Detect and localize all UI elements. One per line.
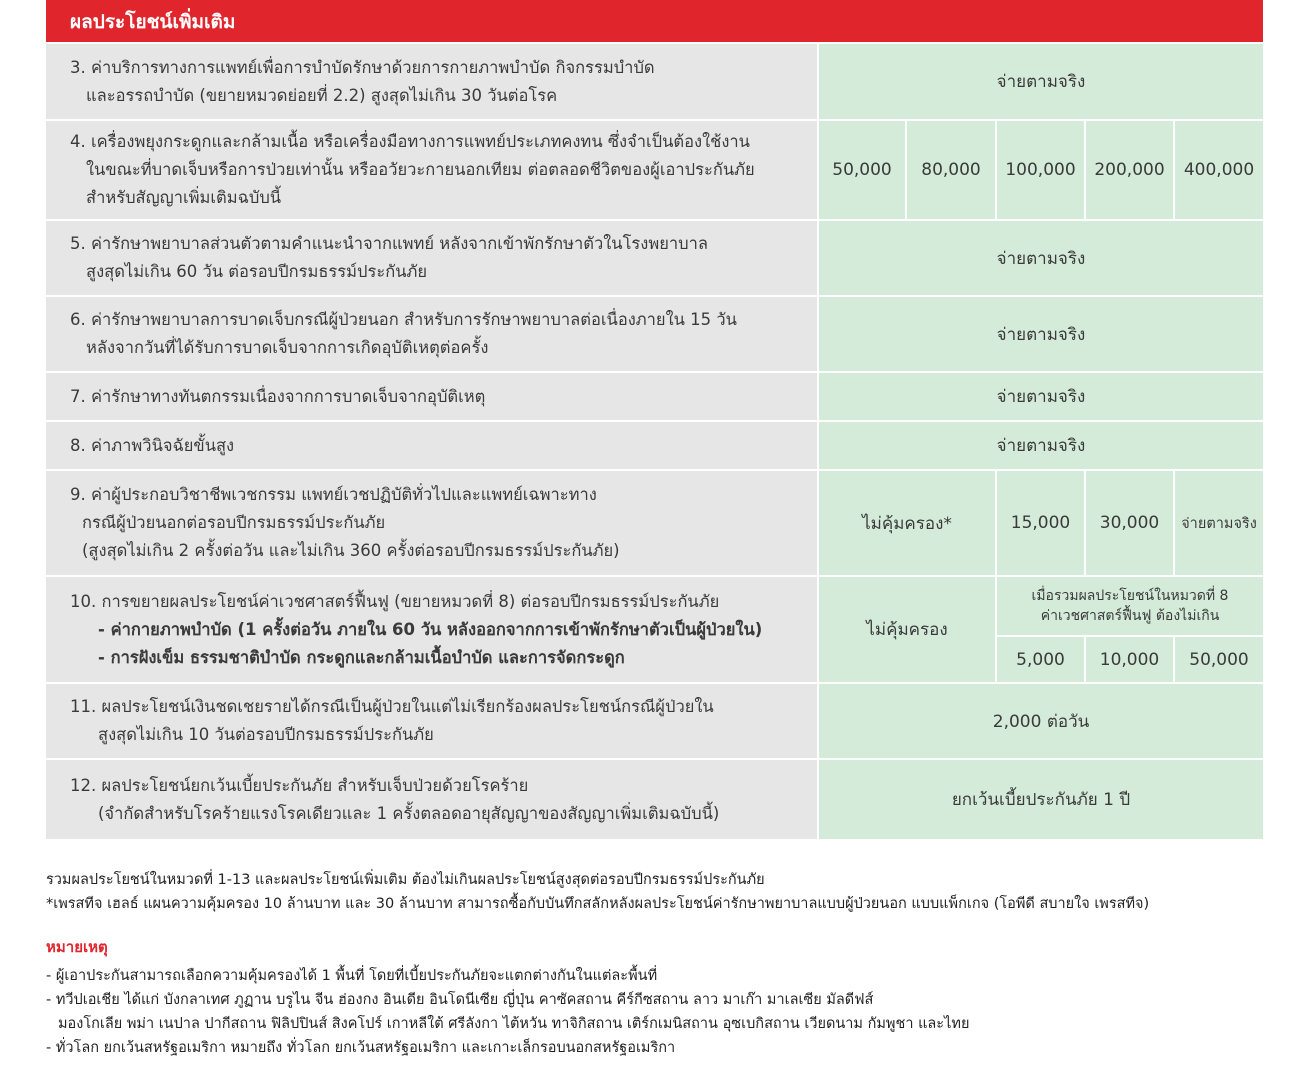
benefit-description: [46, 297, 817, 371]
description-line: และอรรถบำบัด (ขยายหมวดย่อยที่ 2.2) สูงสุดไม่เกิน 30 วันต่อโรค: [86, 85, 558, 105]
plan-value: 5,000: [997, 637, 1084, 682]
remark-line: - ผู้เอาประกันสามารถเลือกความคุ้มครองได้ 1 พื้นที่ โดยที่เบี้ยประกันภัยจะแตกต่างกันในแต่ละพื้นที่: [46, 968, 658, 984]
remark-line: มองโกเลีย พม่า เนปาล ปากีสถาน ฟิลิปปินส์ สิงคโปร์ เกาหลีใต้ ศรีลังกา ไต้หวัน ทาจิกิสถาน เติร์กเมนิสถาน อุซเบกิสถาน เวียดนาม กัมพูชา และไทย: [58, 1016, 970, 1032]
benefit-row-10: [46, 577, 1263, 682]
description-line: 5. ค่ารักษาพยาบาลส่วนตัวตามคำแนะนำจากแพทย์ หลังจากเข้าพักรักษาตัวในโรงพยาบาล: [70, 234, 709, 253]
plan-value: 10,000: [1086, 637, 1173, 682]
description-line: 3. ค่าบริการทางการแพทย์เพื่อการบำบัดรักษาด้วยการกายภาพบำบัด กิจกรรมบำบัด: [70, 57, 655, 77]
description-line: ในขณะที่บาดเจ็บหรือการป่วยเท่านั้น หรืออวัยวะกายนอกเทียม ต่อตลอดชีวิตของผู้เอาประกันภัย: [86, 160, 755, 179]
benefit-value: 2,000 ต่อวัน: [819, 684, 1263, 758]
plan-value: 30,000: [1086, 471, 1173, 575]
section-header: [46, 0, 1263, 42]
plan-value: ไม่คุ้มครอง*: [819, 471, 995, 575]
benefit-description: [46, 471, 817, 575]
plan-value: 100,000: [997, 121, 1084, 219]
benefit-row-5: [46, 221, 1263, 295]
benefit-row-9: [46, 471, 1263, 575]
remarks: [46, 964, 969, 1060]
benefit-row-8: [46, 422, 1263, 469]
description-line: หลังจากวันที่ได้รับการบาดเจ็บจากการเกิดอุบัติเหตุต่อครั้ง: [86, 338, 489, 357]
plan-value: ไม่คุ้มครอง: [819, 577, 995, 682]
benefit-row-7: [46, 373, 1263, 420]
description-line: (จำกัดสำหรับโรคร้ายแรงโรคเดียวและ 1 ครั้งตลอดอายุสัญญาของสัญญาเพิ่มเติมฉบับนี้): [98, 803, 720, 823]
benefit-row-4: [46, 121, 1263, 219]
benefit-value: จ่ายตามจริง: [819, 221, 1263, 295]
description-line: 7. ค่ารักษาทางทันตกรรมเนื่องจากการบาดเจ็บจากอุบัติเหตุ: [70, 386, 486, 406]
description-line: - การฝังเข็ม ธรรมชาติบำบัด กระดูกและกล้ามเนื้อบำบัด และการจัดกระดูก: [98, 647, 625, 667]
benefit-description: [46, 121, 817, 219]
description-line: สำหรับสัญญาเพิ่มเติมฉบับนี้: [86, 188, 282, 207]
description-line: กรณีผู้ป่วยนอกต่อรอบปีกรมธรรม์ประกันภัย: [82, 513, 386, 532]
description-line: 9. ค่าผู้ประกอบวิชาชีพเวชกรรม แพทย์เวชปฏิบัติทั่วไปและแพทย์เฉพาะทาง: [70, 485, 597, 504]
footnotes: [46, 868, 1149, 916]
plan-value: 15,000: [997, 471, 1084, 575]
description-line: 12. ผลประโยชน์ยกเว้นเบี้ยประกันภัย สำหรับเจ็บป่วยด้วยโรคร้าย: [70, 775, 529, 795]
benefit-description: [46, 422, 817, 469]
benefit-row-6: [46, 297, 1263, 371]
remarks-title: หมายเหตุ: [46, 938, 108, 956]
plan-value: 400,000: [1175, 121, 1263, 219]
description-line: สูงสุดไม่เกิน 60 วัน ต่อรอบปีกรมธรรม์ประกันภัย: [86, 262, 428, 281]
limit-note: [997, 577, 1263, 635]
benefit-row-12: [46, 760, 1263, 839]
footnote-line: *เพรสทีจ เฮลธ์ แผนความคุ้มครอง 10 ล้านบาท และ 30 ล้านบาท สามารถซื้อกับบันทึกสลักหลังผลประโยชน์ค่ารักษาพยาบาลแบบผู้ป่วยนอก แบบแพ็กเกจ (โอพีดี สบายใจ เพรสทีจ): [46, 896, 1150, 912]
plan-value: จ่ายตามจริง: [1175, 471, 1263, 575]
limit-note-line: เมื่อรวมผลประโยชน์ในหมวดที่ 8: [1031, 588, 1229, 604]
plan-value: 200,000: [1086, 121, 1173, 219]
description-line: (สูงสุดไม่เกิน 2 ครั้งต่อวัน และไม่เกิน 360 ครั้งต่อรอบปีกรมธรรม์ประกันภัย): [82, 541, 620, 560]
plan-value: 80,000: [907, 121, 995, 219]
plan-value: 50,000: [1175, 637, 1263, 682]
benefit-row-11: [46, 684, 1263, 758]
footnote-line: รวมผลประโยชน์ในหมวดที่ 1-13 และผลประโยชน์เพิ่มเติม ต้องไม่เกินผลประโยชน์สูงสุดต่อรอบปีกรมธรรม์ประกันภัย: [46, 872, 765, 888]
benefit-value: ยกเว้นเบี้ยประกันภัย 1 ปี: [819, 760, 1263, 839]
description-line: 6. ค่ารักษาพยาบาลการบาดเจ็บกรณีผู้ป่วยนอก สำหรับการรักษาพยาบาลต่อเนื่องภายใน 15 วัน: [70, 310, 737, 329]
benefit-description: [46, 44, 817, 119]
description-line: 8. ค่าภาพวินิจฉัยขั้นสูง: [70, 435, 235, 455]
plan-value: 50,000: [819, 121, 905, 219]
benefit-value: จ่ายตามจริง: [819, 422, 1263, 469]
benefit-description: [46, 221, 817, 295]
benefit-value: จ่ายตามจริง: [819, 44, 1263, 119]
section-title: ผลประโยชน์เพิ่มเติม: [70, 11, 236, 33]
description-line: สูงสุดไม่เกิน 10 วันต่อรอบปีกรมธรรม์ประกันภัย: [98, 725, 434, 744]
remark-line: - ทั่วโลก ยกเว้นสหรัฐอเมริกา หมายถึง ทั่วโลก ยกเว้นสหรัฐอเมริกา และเกาะเล็กรอบนอกสหรัฐอเมริกา: [46, 1040, 676, 1056]
benefit-description: [46, 577, 817, 682]
benefit-row-3: [46, 44, 1263, 119]
benefit-description: [46, 684, 817, 758]
limit-note-line: ค่าเวชศาสตร์ฟื้นฟู ต้องไม่เกิน: [1040, 608, 1220, 624]
description-line: - ค่ากายภาพบำบัด (1 ครั้งต่อวัน ภายใน 60 วัน หลังออกจากการเข้าพักรักษาตัวเป็นผู้ป่วยใน): [98, 619, 763, 639]
description-line: 11. ผลประโยชน์เงินชดเชยรายได้กรณีเป็นผู้ป่วยในแต่ไม่เรียกร้องผลประโยชน์กรณีผู้ป่วยใน: [70, 697, 714, 716]
benefit-value: จ่ายตามจริง: [819, 373, 1263, 420]
benefit-description: [46, 373, 817, 420]
remark-line: - ทวีปเอเชีย ได้แก่ บังกลาเทศ ภูฏาน บรูไน จีน ฮ่องกง อินเดีย อินโดนีเซีย ญี่ปุ่น คาซัคสถาน คีร์กีซสถาน ลาว มาเก๊า มาเลเซีย มัลดีฟส์: [46, 992, 874, 1008]
description-line: 10. การขยายผลประโยชน์ค่าเวชศาสตร์ฟื้นฟู (ขยายหมวดที่ 8) ต่อรอบปีกรมธรรม์ประกันภัย: [70, 591, 720, 611]
benefit-description: [46, 760, 817, 839]
benefit-value: จ่ายตามจริง: [819, 297, 1263, 371]
description-line: 4. เครื่องพยุงกระดูกและกล้ามเนื้อ หรือเครื่องมือทางการแพทย์ประเภทคงทน ซึ่งจำเป็นต้องใช้งาน: [70, 132, 750, 151]
